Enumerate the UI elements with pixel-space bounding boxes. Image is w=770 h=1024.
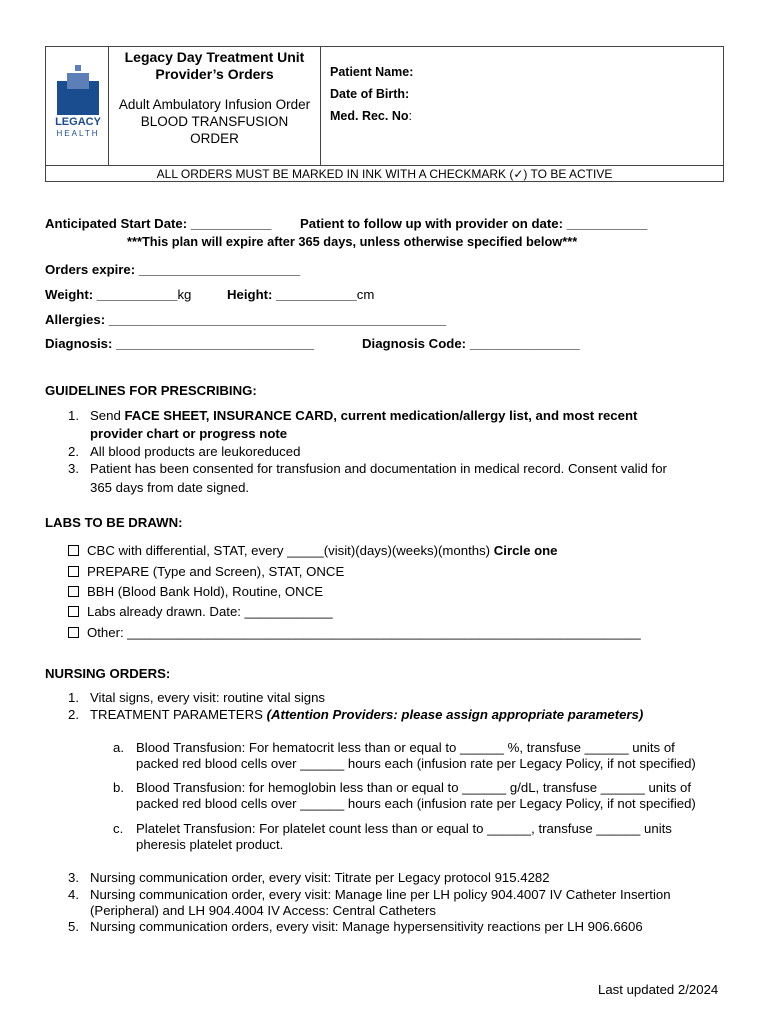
weight-label: Weight: ___________ <box>45 287 178 302</box>
lab-option-prepare[interactable] <box>68 564 344 579</box>
list-item-text: Send <box>90 408 125 423</box>
form-title-2: Provider’s Orders <box>155 66 274 82</box>
divider <box>320 47 321 165</box>
last-updated: Last updated 2/2024 <box>598 982 719 997</box>
sub-item: Blood Transfusion: for hemoglobin less than or equal to ______ g/dL, transfuse ______ units of <box>136 780 691 795</box>
list-item-text: TREATMENT PARAMETERS <box>90 707 267 722</box>
list-number: 1. <box>68 408 79 423</box>
follow-up-date-field[interactable]: Patient to follow up with provider on date: ___________ <box>300 216 648 231</box>
legacy-health-logo <box>53 65 103 147</box>
lab-option-label: BBH (Blood Bank Hold), Routine, ONCE <box>87 584 324 599</box>
header-table <box>45 46 724 182</box>
sub-letter: a. <box>113 740 124 755</box>
lab-option-label: Labs already drawn. Date: ____________ <box>87 604 333 619</box>
logo-subword: HEALTH <box>56 129 100 138</box>
labs-heading: LABS TO BE DRAWN: <box>45 515 183 530</box>
list-item: Patient has been consented for transfusion and documentation in medical record. Consent valid for <box>90 461 667 476</box>
sub-item: Platelet Transfusion: For platelet count less than or equal to ______, transfuse ______ units <box>136 821 672 836</box>
height-label: Height: ___________ <box>227 287 357 302</box>
active-orders-banner: ALL ORDERS MUST BE MARKED IN INK WITH A CHECKMARK (✓) TO BE ACTIVE <box>156 167 613 181</box>
checkbox[interactable] <box>68 545 79 556</box>
sub-letter: c. <box>113 821 124 836</box>
form-subtitle-3: ORDER <box>190 131 239 146</box>
list-item: Nursing communication order, every visit: Manage line per LH policy 904.4007 IV Catheter Insertion <box>90 887 671 902</box>
diagnosis-code-field[interactable]: Diagnosis Code: _______________ <box>362 336 580 351</box>
checkbox[interactable] <box>68 606 79 617</box>
list-item-bold: FACE SHEET, INSURANCE CARD, current medication/allergy list, and most recent <box>124 408 638 423</box>
divider <box>46 165 723 166</box>
form-subtitle: Adult Ambulatory Infusion Order <box>118 97 311 112</box>
list-item <box>90 408 637 423</box>
lab-option-already-drawn[interactable] <box>68 604 333 619</box>
height-unit: cm <box>356 287 375 302</box>
sub-item-cont: packed red blood cells over ______ hours each (infusion rate per Legacy Policy, if not specified) <box>136 756 696 771</box>
lab-option-label: Other: ______________________________________________________________________ <box>87 625 641 640</box>
weight-unit: kg <box>177 287 192 302</box>
mrn-colon: : <box>408 109 412 123</box>
weight-field[interactable] <box>45 287 191 302</box>
mrn-label: Med. Rec. No <box>330 109 409 123</box>
list-item: All blood products are leukoreduced <box>90 444 301 459</box>
list-number: 1. <box>68 690 79 705</box>
form-subtitle-2: BLOOD TRANSFUSION <box>140 114 289 129</box>
expiration-note: ***This plan will expire after 365 days, unless otherwise specified below*** <box>127 234 578 249</box>
allergies-field[interactable]: Allergies: ______________________________________________ <box>45 312 447 327</box>
list-number: 5. <box>68 919 79 934</box>
lab-option-bbh[interactable] <box>68 584 323 599</box>
provider-attention-note: (Attention Providers: please assign appropriate parameters) <box>266 707 644 722</box>
sub-item: Blood Transfusion: For hematocrit less than or equal to ______ %, transfuse ______ units of <box>136 740 675 755</box>
lab-option-other[interactable] <box>68 625 641 640</box>
list-number: 2. <box>68 707 79 722</box>
mrn-field[interactable] <box>330 109 412 123</box>
dob-field[interactable]: Date of Birth: <box>330 87 410 101</box>
form-title: Legacy Day Treatment Unit <box>124 49 305 65</box>
height-field[interactable] <box>227 287 374 302</box>
checkbox[interactable] <box>68 627 79 638</box>
form-title-block <box>109 49 320 147</box>
list-number: 2. <box>68 444 79 459</box>
list-number: 3. <box>68 461 79 476</box>
list-item <box>90 707 643 722</box>
list-item-cont: (Peripheral) and LH 904.4004 IV Access: Central Catheters <box>90 903 436 918</box>
list-number: 4. <box>68 887 79 902</box>
lab-option-label: CBC with differential, STAT, every _____(visit)(days)(weeks)(months) <box>87 543 494 558</box>
lab-option-label: PREPARE (Type and Screen), STAT, ONCE <box>87 564 345 579</box>
sub-item-cont: pheresis platelet product. <box>136 837 284 852</box>
guidelines-heading: GUIDELINES FOR PRESCRIBING: <box>45 383 257 398</box>
sub-item-cont: packed red blood cells over ______ hours each (infusion rate per Legacy Policy, if not specified) <box>136 796 696 811</box>
patient-name-field[interactable]: Patient Name: <box>330 65 414 79</box>
sub-letter: b. <box>113 780 124 795</box>
list-item-bold-cont: provider chart or progress note <box>90 426 288 441</box>
lab-option-cbc[interactable] <box>68 543 558 558</box>
list-number: 3. <box>68 870 79 885</box>
start-date-field[interactable]: Anticipated Start Date: ___________ <box>45 216 272 231</box>
diagnosis-field[interactable]: Diagnosis: ___________________________ <box>45 336 315 351</box>
checkbox[interactable] <box>68 586 79 597</box>
logo-mark-icon <box>53 65 103 115</box>
circle-one-note: Circle one <box>493 543 558 558</box>
list-item-cont: 365 days from date signed. <box>90 480 250 495</box>
checkbox[interactable] <box>68 566 79 577</box>
logo-word: LEGACY <box>55 116 101 128</box>
nursing-heading: NURSING ORDERS: <box>45 666 171 681</box>
list-item: Vital signs, every visit: routine vital signs <box>90 690 326 705</box>
list-item: Nursing communication order, every visit: Titrate per Legacy protocol 915.4282 <box>90 870 550 885</box>
orders-expire-field[interactable]: Orders expire: ______________________ <box>45 262 301 277</box>
list-item: Nursing communication orders, every visit: Manage hypersensitivity reactions per LH 906.6606 <box>90 919 643 934</box>
